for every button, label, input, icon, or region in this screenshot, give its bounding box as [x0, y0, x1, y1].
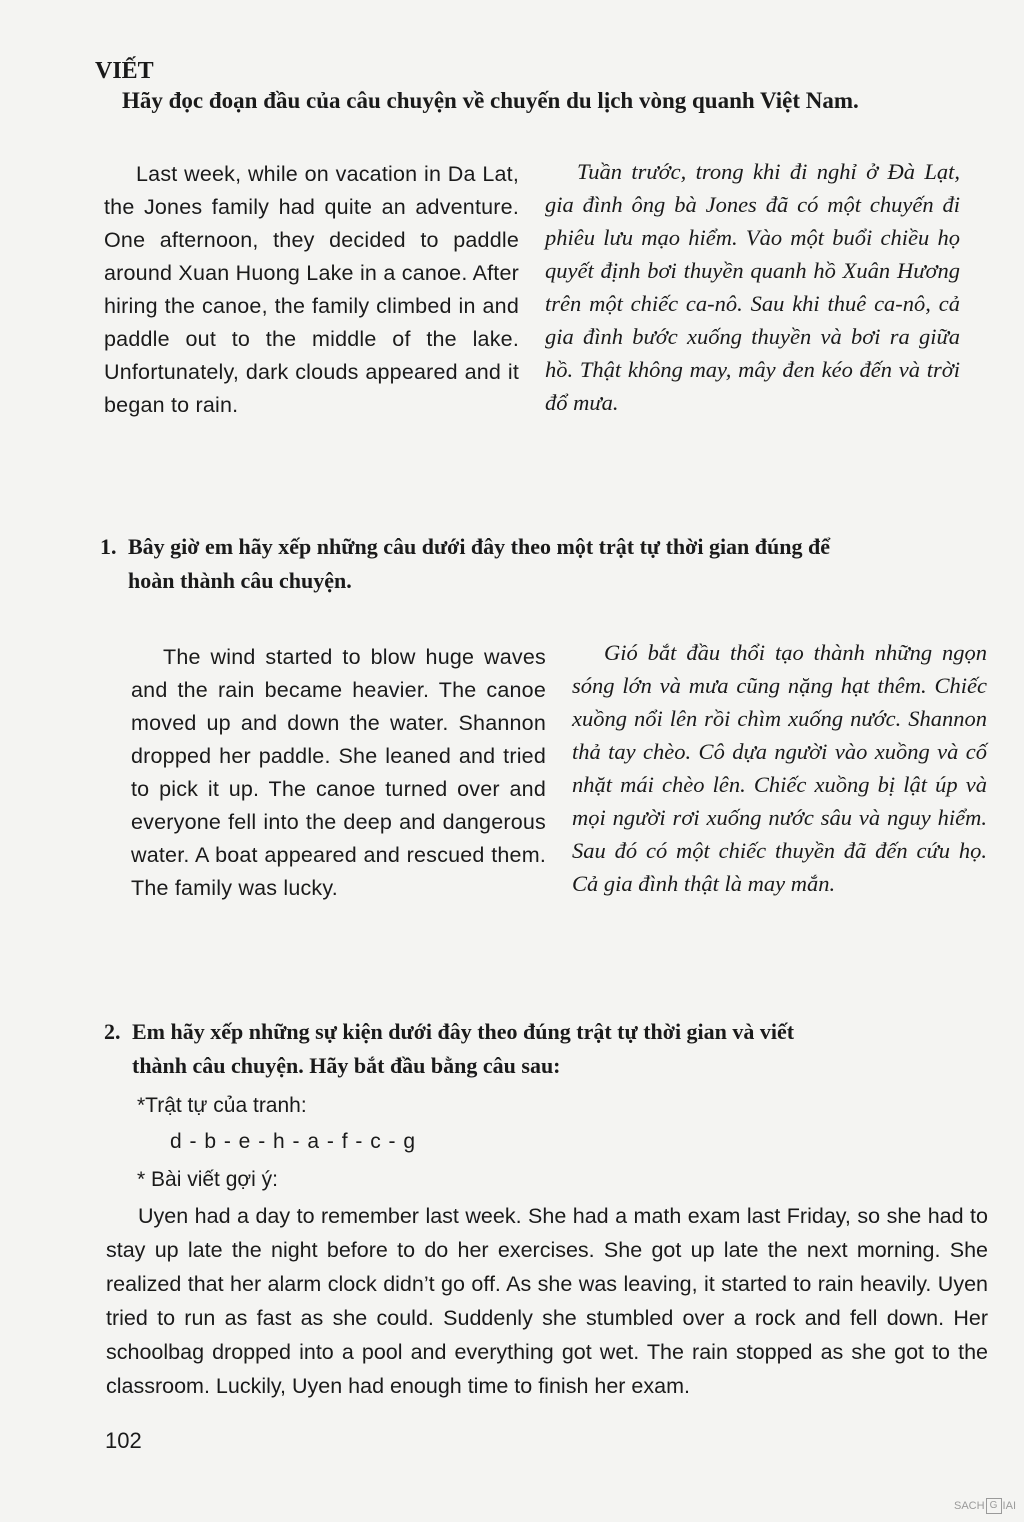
section-heading: VIẾT: [95, 58, 154, 84]
watermark-text-left: SACH: [953, 1500, 985, 1512]
task1-instruction: [100, 530, 990, 598]
task1-line1: Bây giờ em hãy xếp những câu dưới đây theo một trật tự thời gian đúng để: [128, 534, 831, 559]
task1-number: 1.: [100, 534, 117, 559]
passage2-english: The wind started to blow huge waves and the rain became heavier. The canoe moved up and down the water. Shannon dropped her paddle. She leaned and tried to pick it up. The canoe turned over and everyone fell into the deep and dangerous water. A boat appeared and rescued them. The family was lucky.: [131, 645, 546, 900]
passage1-vietnamese: Tuần trước, trong khi đi nghỉ ở Đà Lạt, gia đình ông bà Jones đã có một chuyến đi phiêu lưu mạo hiểm. Vào một buổi chiều họ quyết định bơi thuyền quanh hồ Xuân Hương trên một chiếc ca-nô. Sau khi thuê ca-nô, cả gia đình bước xuống thuyền và bơi ra giữa hồ. Thật không may, mây đen kéo đến và trời đổ mưa.: [545, 159, 960, 415]
page-number: 102: [105, 1428, 142, 1453]
picture-order-label: *Trật tự của tranh:: [137, 1094, 307, 1117]
task2-number: 2.: [104, 1019, 121, 1044]
passage1-english: Last week, while on vacation in Da Lat, the Jones family had quite an adventure. One afternoon, they decided to paddle around Xuan Huong Lake in a canoe. After hiring the canoe, the family climbed in and paddle out to the middle of the lake. Unfortunately, dark clouds appeared and it began to rain.: [104, 162, 519, 417]
watermark-text-right: IAI: [1002, 1500, 1016, 1512]
task1-line2: hoàn thành câu chuyện.: [128, 568, 352, 593]
section-intro: Hãy đọc đoạn đầu của câu chuyện về chuyến du lịch vòng quanh Việt Nam.: [122, 88, 859, 113]
suggested-essay: Uyen had a day to remember last week. She had a math exam last Friday, so she had to stay up late the night before to do her exercises. She got up late the next morning. She realized that her alarm clock didn’t go off. As she was leaving, it started to rain heavily. Uyen tried to run as fast as she could. Suddenly she stumbled over a rock and fell down. Her schoolbag dropped into a pool and everything got wet. The rain stopped as she got to the classroom. Luckily, Uyen had enough time to finish her exam.: [106, 1204, 988, 1398]
passage2-vietnamese: Gió bắt đầu thổi tạo thành những ngọn sóng lớn và mưa cũng nặng hạt thêm. Chiếc xuồng nổi lên rồi chìm xuống nước. Shannon thả tay chèo. Cô dựa người vào xuồng và cố nhặt mái chèo lên. Chiếc xuồng bị lật úp và mọi người rơi xuống nước sâu và nguy hiểm. Sau đó có một chiếc thuyền đã đến cứu họ. Cả gia đình thật là may mắn.: [572, 640, 987, 896]
watermark-box-icon: G: [986, 1498, 1002, 1514]
task2-line1: Em hãy xếp những sự kiện dưới đây theo đúng trật tự thời gian và viết: [132, 1019, 795, 1044]
suggestion-label: * Bài viết gợi ý:: [137, 1168, 278, 1191]
picture-order-sequence: d - b - e - h - a - f - c - g: [170, 1130, 417, 1153]
task2-instruction: [104, 1015, 994, 1083]
watermark-logo: [954, 1498, 1016, 1514]
task2-line2: thành câu chuyện. Hãy bắt đầu bằng câu sau:: [132, 1053, 561, 1078]
